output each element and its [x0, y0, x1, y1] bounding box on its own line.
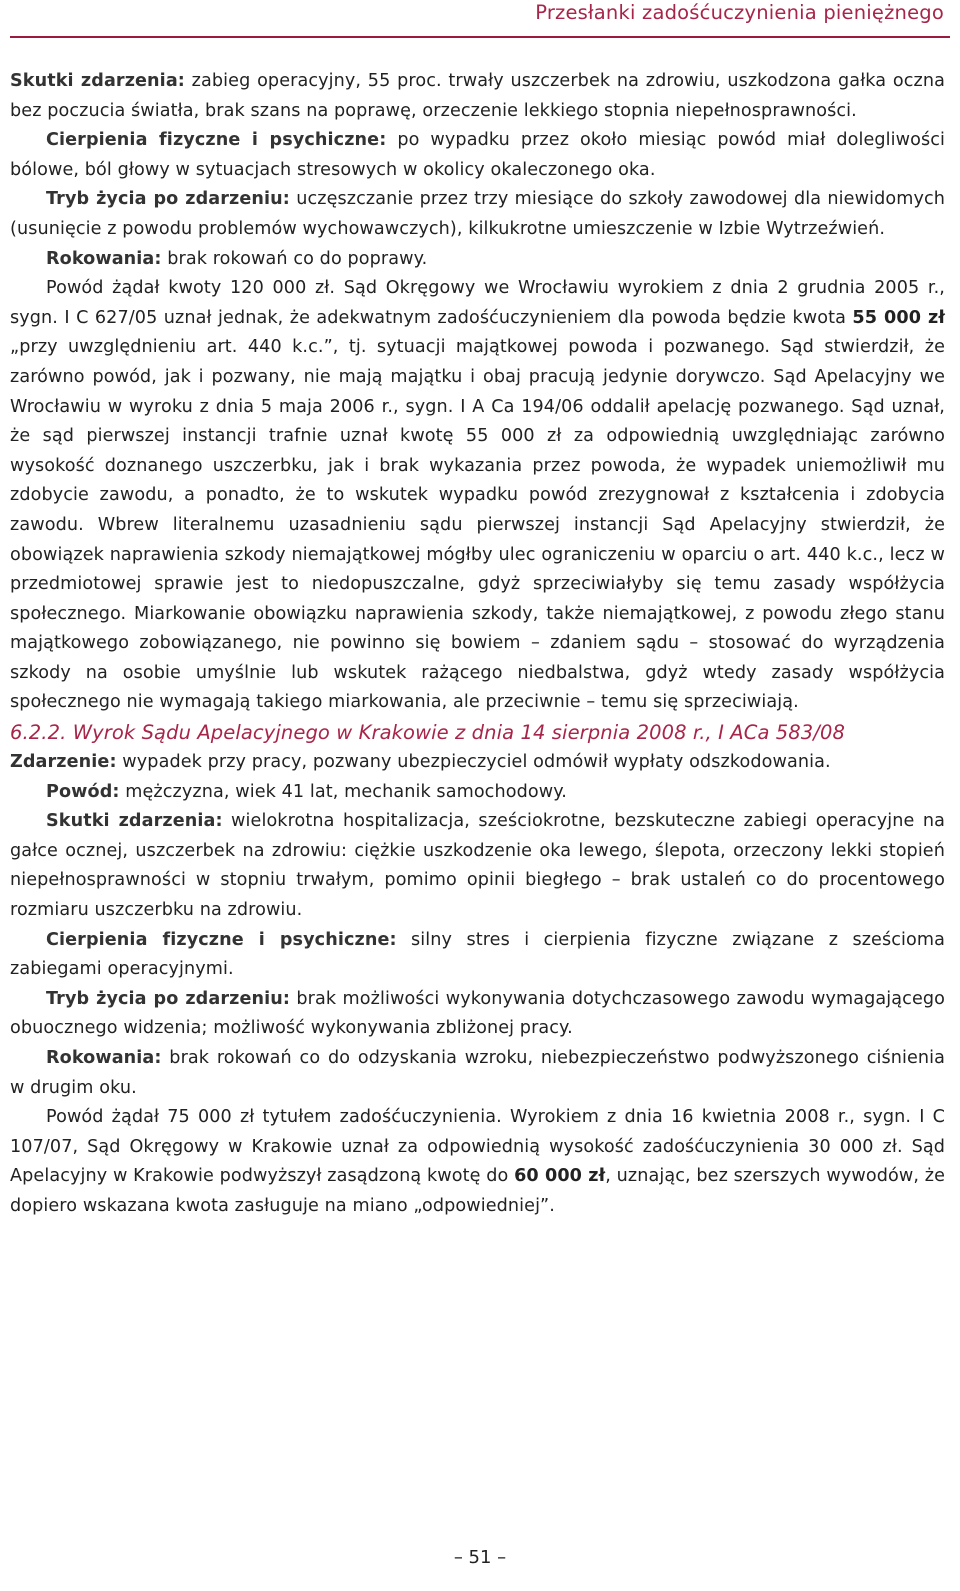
amount-55000: 55 000 zł	[852, 307, 945, 328]
paragraph-case2-tryb	[10, 985, 945, 1044]
label-cierpienia-2: Cierpienia fizyczne i psychiczne:	[46, 929, 397, 950]
paragraph-case2-powod	[10, 778, 945, 808]
text-skutki-2: wielokrotna hospitalizacja, sześciokrotne, bezskuteczne zabiegi operacyjne na gałce ocznej, uszczerbek na zdrowiu: ciężkie uszkodzenie oka lewego, ślepota, orzeczony lekki stopień niepełnosprawności w stopniu trwałym, pomimo opinii biegłego – brak ustaleń co do procentowego rozmiaru uszczerbku na zdrowiu.	[10, 811, 945, 921]
text-tryb: uczęszczanie przez trzy miesiące do szkoły zawodowej dla niewidomych (usunięcie z powodu problemów wychowawczych), kilkukrotne umieszczenie w Izbie Wytrzeźwień.	[10, 189, 945, 239]
amount-60000: 60 000 zł	[514, 1166, 606, 1187]
paragraph-case1-tryb	[10, 185, 945, 244]
paragraph-case2-cierpienia	[10, 926, 945, 985]
label-cierpienia: Cierpienia fizyczne i psychiczne:	[46, 130, 387, 151]
label-zdarzenie: Zdarzenie:	[10, 752, 117, 773]
label-rokowania-2: Rokowania:	[46, 1048, 162, 1068]
header-divider	[10, 36, 950, 38]
paragraph-case1-rokowania	[10, 245, 945, 275]
text-skutki: zabieg operacyjny, 55 proc. trwały uszczerbek na zdrowiu, uszkodzona gałka oczna bez poczucia światła, brak szans na poprawę, orzeczenie lekkiego stopnia niepełnosprawności.	[10, 71, 945, 121]
label-powod: Powód:	[46, 781, 120, 802]
paragraph-case1-powod	[10, 274, 945, 718]
text-powod: mężczyzna, wiek 41 lat, mechanik samochodowy.	[119, 781, 567, 802]
text-final-2: , uznając, bez szerszych wywodów, że dopiero wskazana kwota zasługuje na miano „odpowiedniej”.	[10, 1166, 945, 1216]
text-tryb-2: brak możliwości wykonywania dotychczasowego zawodu wymagającego obuocznego widzenia; możliwość wykonywania zbliżonej pracy.	[10, 988, 946, 1039]
text-cierpienia-2: silny stres i cierpienia fizyczne związane z sześcioma zabiegami operacyjnymi.	[10, 929, 945, 980]
paragraph-case1-skutki	[10, 67, 945, 126]
page-number: – 51 –	[453, 1547, 507, 1568]
text-rokowania-2: brak rokowań co do odzyskania wzroku, niebezpieczeństwo podwyższonego ciśnienia w drugim oku.	[10, 1048, 945, 1098]
label-rokowania: Rokowania:	[46, 248, 162, 269]
text-powod-1: Powód żądał kwoty 120 000 zł. Sąd Okręgowy we Wrocławiu wyrokiem z dnia 2 grudnia 2005 r., sygn. I C 627/05 uznał jednak, że adekwatnym zadośćuczynieniem dla powoda będzie kwota	[10, 278, 945, 328]
paragraph-case2-rokowania	[10, 1044, 945, 1103]
text-rokowania: brak rokowań co do poprawy.	[161, 248, 428, 269]
paragraph-case2-zdarzenie	[10, 748, 945, 778]
label-skutki-2: Skutki zdarzenia:	[46, 811, 223, 832]
label-tryb-2: Tryb życia po zdarzeniu:	[46, 988, 291, 1009]
section-heading: 6.2.2. Wyrok Sądu Apelacyjnego w Krakowie z dnia 14 sierpnia 2008 r., I ACa 583/08	[10, 721, 845, 745]
running-header	[0, 0, 960, 38]
text-final-1: Powód żądał 75 000 zł tytułem zadośćuczynienia. Wyrokiem z dnia 16 kwietnia 2008 r., sygn. I C 107/07, Sąd Okręgowy w Krakowie uznał za odpowiednią wysokość zadośćuczynienia 30 000 zł. Sąd Apelacyjny w Krakowie podwyższył zasądzoną kwotę do	[10, 1107, 945, 1187]
text-cierpienia: po wypadku przez około miesiąc powód miał dolegliwości bólowe, ból głowy w sytuacjach stresowych w okolicy okaleczonego oka.	[10, 130, 945, 180]
running-header-title: Przesłanki zadośćuczynienia pieniężnego	[535, 1, 944, 24]
paragraph-case2-final	[10, 1103, 945, 1221]
text-powod-2: „przy uwzględnieniu art. 440 k.c.”, tj. sytuacji majątkowej powoda i pozwanego. Sąd stwierdził, że zarówno powód, jak i pozwany, nie mają majątku i obaj pracują jedynie dorywczo. Sąd Apelacyjny we Wrocławiu w wyroku z dnia 5 maja 2006 r., sygn. I A Ca 194/06 oddalił apelację pozwanego. Sąd uznał, że sąd pierwszej instancji trafnie uznał kwotę 55 000 zł za odpowiednią uwzględniając zarówno wysokość doznanego uszczerbku, jak i brak wykazania przez powoda, że wypadek uniemożliwił mu zdobycie zawodu, a ponadto, że to wskutek wypadku powód zrezygnował z kształcenia i zdobycia zawodu. Wbrew literalnemu uzasadnieniu sądu pierwszej instancji Sąd Apelacyjny stwierdził, że obowiązek naprawienia szkody niemajątkowej mógłby ulec ograniczeniu w oparciu o art. 440 k.c., lecz w przedmiotowej sprawie jest to niedopuszczalne, gdyż sprzeciwiałyby się temu zasady współżycia społecznego. Miarkowanie obowiązku naprawienia szkody, także niemajątkowej, z powodu złego stanu majątkowego zobowiązanego, nie powinno się bowiem – zdaniem sądu – stosować do wyrządzenia szkody na osobie umyślnie lub wskutek rażącego niedbalstwa, gdyż wtedy zasady współżycia społecznego nie wymagają takiego miarkowania, ale przeciwnie – temu się sprzeciwiają.	[10, 337, 945, 713]
label-tryb: Tryb życia po zdarzeniu:	[46, 189, 290, 210]
document-body	[10, 67, 945, 1222]
label-skutki: Skutki zdarzenia:	[10, 71, 185, 91]
paragraph-case2-skutki	[10, 807, 945, 925]
text-zdarzenie: wypadek przy pracy, pozwany ubezpieczyciel odmówił wypłaty odszkodowania.	[116, 752, 831, 773]
paragraph-case1-cierpienia	[10, 126, 945, 185]
